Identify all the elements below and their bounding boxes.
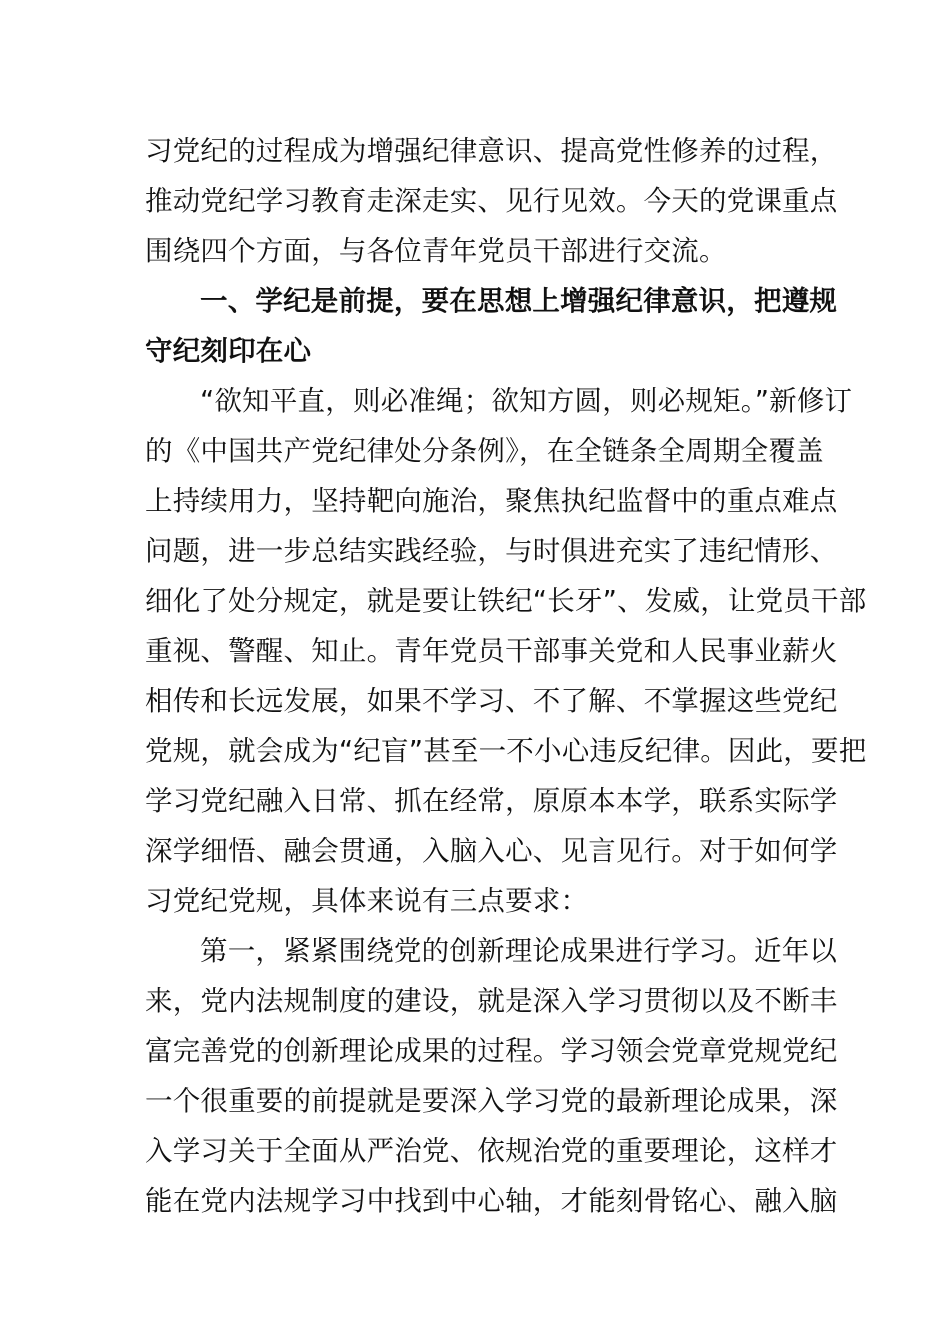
paragraph-line: 富完善党的创新理论成果的过程。学习领会党章党规党纪 (145, 1035, 838, 1067)
paragraph-line: 学习党纪融入日常、抓在经常，原原本本学，联系实际学 (145, 785, 838, 817)
paragraph-line: 入学习关于全面从严治党、依规治党的重要理论，这样才 (145, 1135, 838, 1167)
paragraph-line: 相传和长远发展，如果不学习、不了解、不掌握这些党纪 (145, 685, 838, 717)
paragraph-line: 习党纪党规，具体来说有三点要求： (145, 885, 589, 917)
paragraph-line: 细化了处分规定，就是要让铁纪“长牙”、发威，让党员干部 (145, 585, 867, 617)
section-heading-line: 一、学纪是前提，要在思想上增强纪律意识，把遵规 (200, 285, 838, 317)
paragraph-line: 深学细悟、融会贯通，入脑入心、见言见行。对于如何学 (145, 835, 838, 867)
paragraph-line: 党规，就会成为“纪盲”甚至一不小心违反纪律。因此，要把 (145, 735, 867, 767)
paragraph-line: 重视、警醒、知止。青年党员干部事关党和人民事业薪火 (145, 635, 838, 667)
section-heading-line: 守纪刻印在心 (145, 335, 312, 367)
paragraph-line: 能在党内法规学习中找到中心轴，才能刻骨铭心、融入脑 (145, 1185, 838, 1217)
paragraph-line: 的《中国共产党纪律处分条例》，在全链条全周期全覆盖 (145, 435, 824, 467)
paragraph-line: 推动党纪学习教育走深走实、见行见效。今天的党课重点 (145, 185, 838, 217)
paragraph-line: 一个很重要的前提就是要深入学习党的最新理论成果，深 (145, 1085, 838, 1117)
paragraph-line: 上持续用力，坚持靶向施治，聚焦执纪监督中的重点难点 (145, 485, 838, 517)
paragraph-line: 问题，进一步总结实践经验，与时俱进充实了违纪情形、 (145, 535, 838, 567)
paragraph-line: “欲知平直，则必准绳；欲知方圆，则必规矩。”新修订 (200, 385, 853, 417)
paragraph-line: 来，党内法规制度的建设，就是深入学习贯彻以及不断丰 (145, 985, 838, 1017)
document-body (145, 126, 867, 1226)
paragraph-line: 习党纪的过程成为增强纪律意识、提高党性修养的过程， (145, 135, 838, 167)
paragraph-line: 围绕四个方面，与各位青年党员干部进行交流。 (145, 235, 727, 267)
paragraph-line: 第一，紧紧围绕党的创新理论成果进行学习。近年以 (200, 935, 838, 967)
